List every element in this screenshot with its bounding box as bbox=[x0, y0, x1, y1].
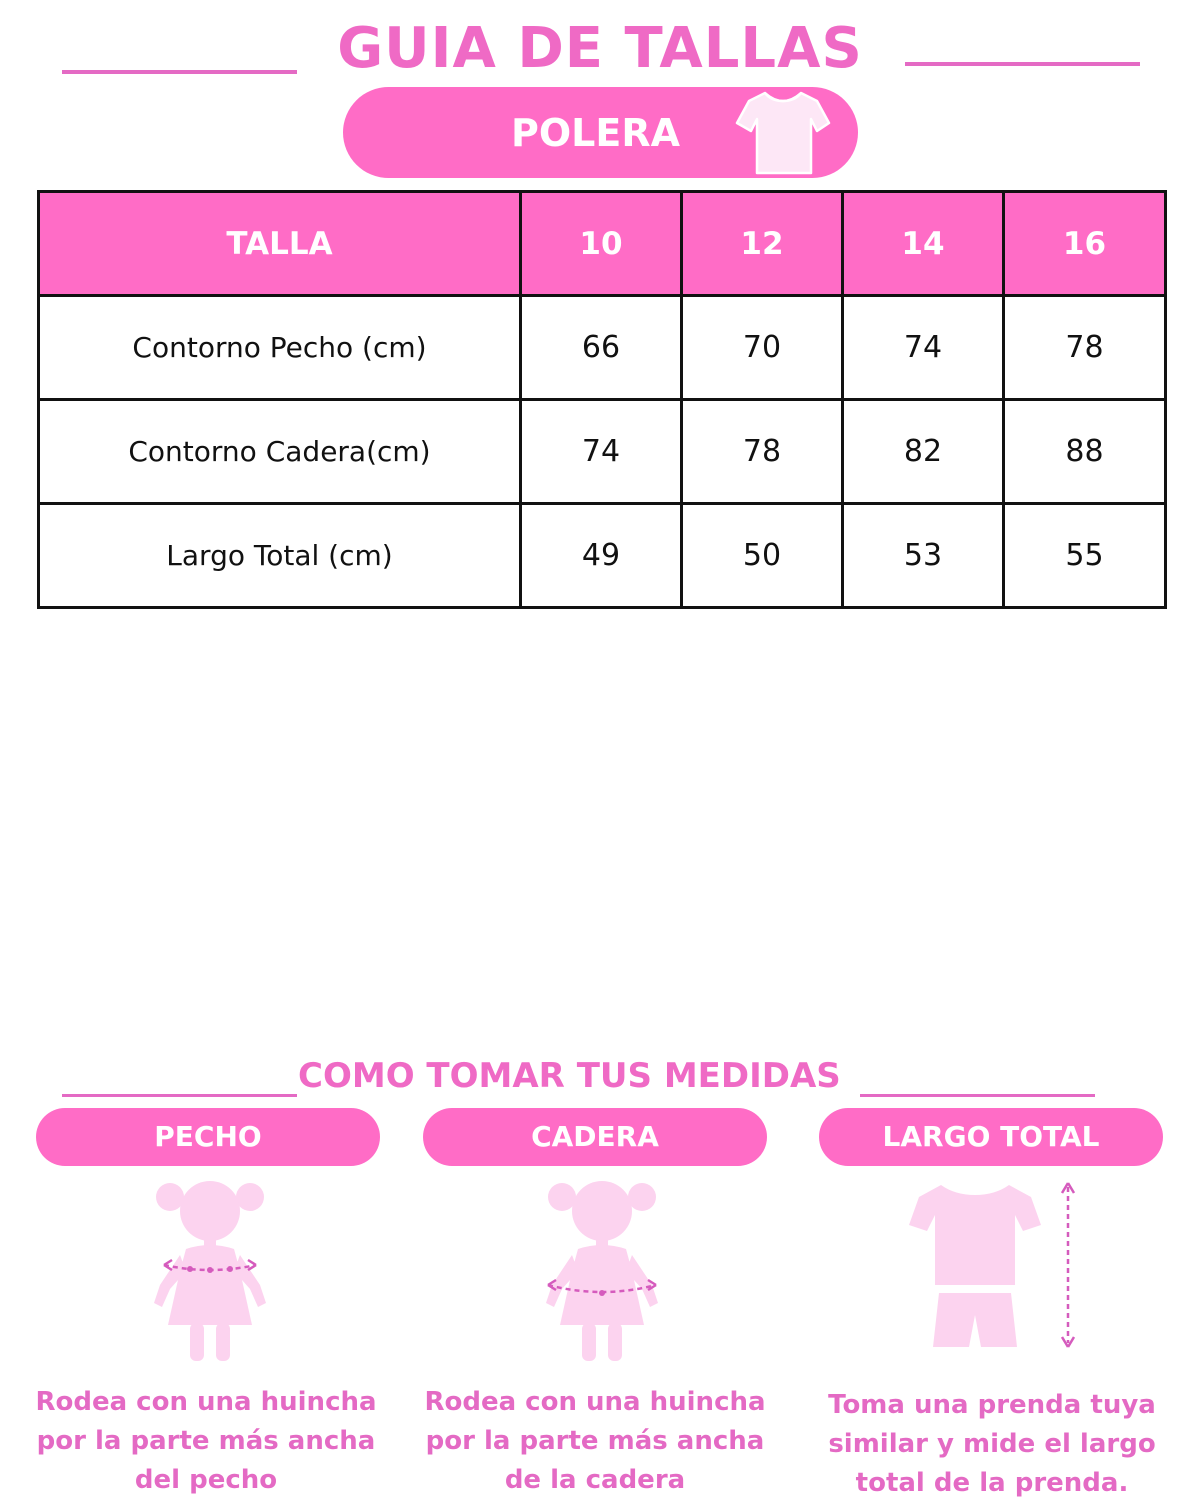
cadera-pill: CADERA bbox=[423, 1108, 767, 1166]
size-table bbox=[37, 190, 1167, 609]
row-label: Contorno Cadera(cm) bbox=[39, 400, 521, 504]
measure-section-title: COMO TOMAR TUS MEDIDAS bbox=[298, 1056, 841, 1096]
table-row bbox=[39, 504, 1166, 608]
table-header-talla: TALLA bbox=[39, 192, 521, 296]
table-cell: 70 bbox=[682, 296, 843, 400]
outfit-length-measure-icon bbox=[905, 1175, 1085, 1365]
girl-chest-measure-icon bbox=[140, 1175, 280, 1365]
table-header-size: 16 bbox=[1004, 192, 1166, 296]
description-line: similar y mide el largo bbox=[828, 1429, 1156, 1459]
table-cell: 74 bbox=[843, 296, 1004, 400]
girl-hip-measure-icon bbox=[532, 1175, 672, 1365]
pecho-pill: PECHO bbox=[36, 1108, 380, 1166]
description-line: de la cadera bbox=[504, 1465, 686, 1495]
table-header-row bbox=[39, 192, 1166, 296]
description-line: Rodea con una huincha bbox=[35, 1387, 377, 1417]
table-header-size: 14 bbox=[843, 192, 1004, 296]
description-line: por la parte más ancha bbox=[425, 1426, 765, 1456]
table-cell: 53 bbox=[843, 504, 1004, 608]
measure-section-title-row bbox=[0, 1050, 1200, 1100]
table-cell: 55 bbox=[1004, 504, 1166, 608]
cadera-description bbox=[415, 1383, 775, 1500]
table-header-size: 12 bbox=[682, 192, 843, 296]
table-header-size: 10 bbox=[521, 192, 682, 296]
garment-pill bbox=[343, 87, 858, 178]
table-cell: 78 bbox=[682, 400, 843, 504]
description-line: Toma una prenda tuya bbox=[828, 1390, 1156, 1420]
table-cell: 82 bbox=[843, 400, 1004, 504]
tshirt-icon bbox=[735, 87, 831, 179]
table-cell: 50 bbox=[682, 504, 843, 608]
pecho-description bbox=[26, 1383, 386, 1500]
largo-total-pill: LARGO TOTAL bbox=[819, 1108, 1163, 1166]
garment-label: POLERA bbox=[511, 111, 680, 155]
description-line: por la parte más ancha bbox=[36, 1426, 376, 1456]
table-cell: 88 bbox=[1004, 400, 1166, 504]
table-cell: 74 bbox=[521, 400, 682, 504]
page-title: GUIA DE TALLAS bbox=[337, 16, 863, 81]
table-cell: 66 bbox=[521, 296, 682, 400]
table-row bbox=[39, 296, 1166, 400]
table-cell: 49 bbox=[521, 504, 682, 608]
table-cell: 78 bbox=[1004, 296, 1166, 400]
largo-total-description bbox=[812, 1386, 1172, 1500]
row-label: Contorno Pecho (cm) bbox=[39, 296, 521, 400]
description-line: Rodea con una huincha bbox=[424, 1387, 766, 1417]
title-right-line bbox=[905, 62, 1140, 66]
measure-right-line bbox=[860, 1094, 1095, 1097]
measure-left-line bbox=[62, 1094, 297, 1097]
description-line: total de la prenda. bbox=[855, 1468, 1129, 1498]
table-row bbox=[39, 400, 1166, 504]
description-line: del pecho bbox=[134, 1465, 278, 1495]
row-label: Largo Total (cm) bbox=[39, 504, 521, 608]
title-row bbox=[0, 10, 1200, 80]
